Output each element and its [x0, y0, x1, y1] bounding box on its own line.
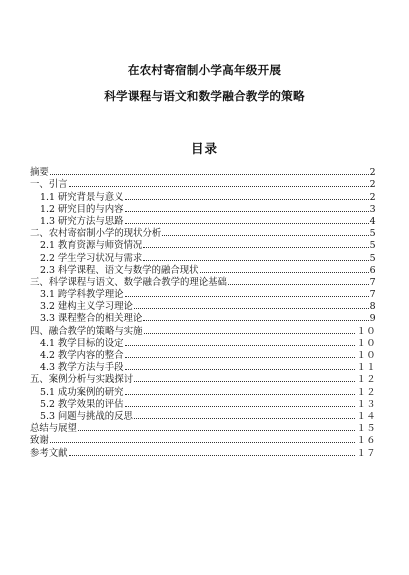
toc-entry-label: 参考文献 [30, 447, 68, 459]
toc-entry-page-number: 2 [369, 191, 376, 203]
toc-entry[interactable] [30, 264, 376, 276]
toc-entry[interactable] [30, 422, 376, 434]
toc-leader-dots [50, 441, 356, 443]
toc-entry-page-number: 5 [369, 252, 376, 264]
toc-entry-page-number: １６ [356, 435, 376, 447]
toc-entry-page-number: 5 [369, 228, 376, 240]
toc-leader-dots [134, 380, 355, 382]
toc-leader-dots [125, 198, 369, 200]
toc-entry[interactable] [30, 300, 376, 312]
toc-entry[interactable] [30, 410, 376, 422]
toc-entry-page-number: １７ [356, 447, 376, 459]
document-title-line2: 科学课程与语文和数学融合教学的策略 [104, 89, 305, 103]
toc-leader-dots [78, 429, 356, 431]
toc-entry[interactable] [30, 312, 376, 324]
toc-entry-label: 1.2 研究目的与内容 [40, 203, 124, 215]
toc-entry[interactable] [30, 373, 376, 385]
toc-entry-label: 三、科学课程与语文、数学融合教学的理论基础 [30, 276, 227, 288]
toc-entry-page-number: 9 [369, 313, 376, 325]
toc-entry-page-number: 4 [369, 215, 376, 227]
toc-leader-dots [50, 173, 369, 175]
toc-entry-page-number: １０ [356, 325, 376, 337]
toc-entry-label: 1.3 研究方法与思路 [40, 215, 124, 227]
toc-leader-dots [143, 319, 368, 321]
toc-leader-dots [69, 454, 356, 456]
toc-entry[interactable] [30, 203, 376, 215]
toc-entry-label: 3.3 课程整合的相关理论 [40, 313, 143, 325]
toc-entry-label: 5.1 成功案例的研究 [40, 386, 124, 398]
toc-entry-page-number: 8 [369, 301, 376, 313]
toc-entry[interactable] [30, 361, 376, 373]
toc-entry[interactable] [30, 178, 376, 190]
toc-leader-dots [143, 246, 368, 248]
toc-leader-dots [134, 417, 356, 419]
toc-entry-page-number: 6 [369, 264, 376, 276]
toc-leader-dots [143, 259, 368, 261]
toc-leader-dots [69, 185, 369, 187]
toc-entry-label: 5.2 教学效果的评估 [40, 398, 124, 410]
toc-entry-page-number: １０ [356, 337, 376, 349]
toc-entry-label: 四、融合教学的策略与实施 [30, 325, 143, 337]
toc-entry-label: 3.1 跨学科教学理论 [40, 289, 124, 301]
toc-entry[interactable] [30, 227, 376, 239]
toc-entry-page-number: 5 [369, 240, 376, 252]
toc-entry[interactable] [30, 324, 376, 336]
toc-entry[interactable] [30, 251, 376, 263]
toc-entry-page-number: １２ [356, 374, 376, 386]
toc-entry-label: 一、引言 [30, 179, 68, 191]
toc-entry-page-number: １２ [356, 386, 376, 398]
toc-entry-label: 二、农村寄宿制小学的现状分析 [30, 228, 162, 240]
toc-entry[interactable] [30, 190, 376, 202]
toc-entry-label: 4.2 教学内容的整合 [40, 350, 124, 361]
toc-entry-page-number: 2 [369, 179, 376, 191]
toc-entry-label: 总结与展望 [30, 423, 77, 435]
toc-entry[interactable] [30, 349, 376, 361]
toc-entry-label: 2.1 教育资源与师资情况 [40, 240, 143, 252]
toc-entry[interactable] [30, 166, 376, 178]
toc-leader-dots [125, 222, 369, 224]
toc-entry-label: 4.1 教学目标的设定 [40, 337, 124, 349]
toc-entry-label: 2.3 科学课程、语文与数学的融合现状 [40, 264, 199, 276]
toc-entry[interactable] [30, 398, 376, 410]
toc-entry-page-number: １１ [356, 362, 376, 374]
toc-entry-page-number: １４ [356, 410, 376, 422]
toc-entry-page-number: 7 [369, 289, 376, 301]
toc-entry-label: 1.1 研究背景与意义 [40, 191, 124, 203]
toc-leader-dots [228, 283, 369, 285]
toc-entry[interactable] [30, 434, 376, 446]
document-title-line1: 在农村寄宿制小学高年级开展 [127, 63, 282, 77]
toc-entry-label: 五、案例分析与实践探讨 [30, 374, 134, 386]
toc-leader-dots [134, 307, 369, 309]
toc-entry-page-number: 3 [369, 203, 376, 215]
toc-leader-dots [125, 368, 356, 370]
toc-leader-dots [200, 271, 369, 273]
toc-leader-dots [125, 344, 356, 346]
toc-leader-dots [162, 234, 368, 236]
toc-entry-label: 摘要 [30, 167, 49, 179]
table-of-contents [30, 166, 376, 459]
toc-leader-dots [125, 356, 356, 358]
toc-entry[interactable] [30, 288, 376, 300]
toc-entry[interactable] [30, 385, 376, 397]
toc-entry-page-number: 2 [369, 167, 376, 179]
toc-entry[interactable] [30, 446, 376, 458]
toc-heading: 目录 [190, 141, 218, 156]
toc-leader-dots [125, 295, 369, 297]
toc-entry-page-number: １０ [356, 350, 376, 361]
toc-entry[interactable] [30, 239, 376, 251]
toc-entry[interactable] [30, 215, 376, 227]
toc-entry-label: 致谢 [30, 435, 49, 447]
toc-leader-dots [125, 393, 356, 395]
toc-entry-page-number: 7 [369, 276, 376, 288]
toc-leader-dots [144, 332, 356, 334]
toc-entry[interactable] [30, 337, 376, 349]
toc-entry-label: 3.2 建构主义学习理论 [40, 301, 133, 313]
toc-leader-dots [125, 405, 356, 407]
toc-entry-page-number: １５ [356, 423, 376, 435]
toc-entry-page-number: １３ [356, 398, 376, 410]
toc-entry-label: 2.2 学生学习状况与需求 [40, 252, 143, 264]
toc-entry[interactable] [30, 276, 376, 288]
toc-entry-label: 5.3 问题与挑战的反思 [40, 410, 133, 422]
toc-entry-label: 4.3 教学方法与手段 [40, 362, 124, 374]
toc-leader-dots [125, 210, 369, 212]
